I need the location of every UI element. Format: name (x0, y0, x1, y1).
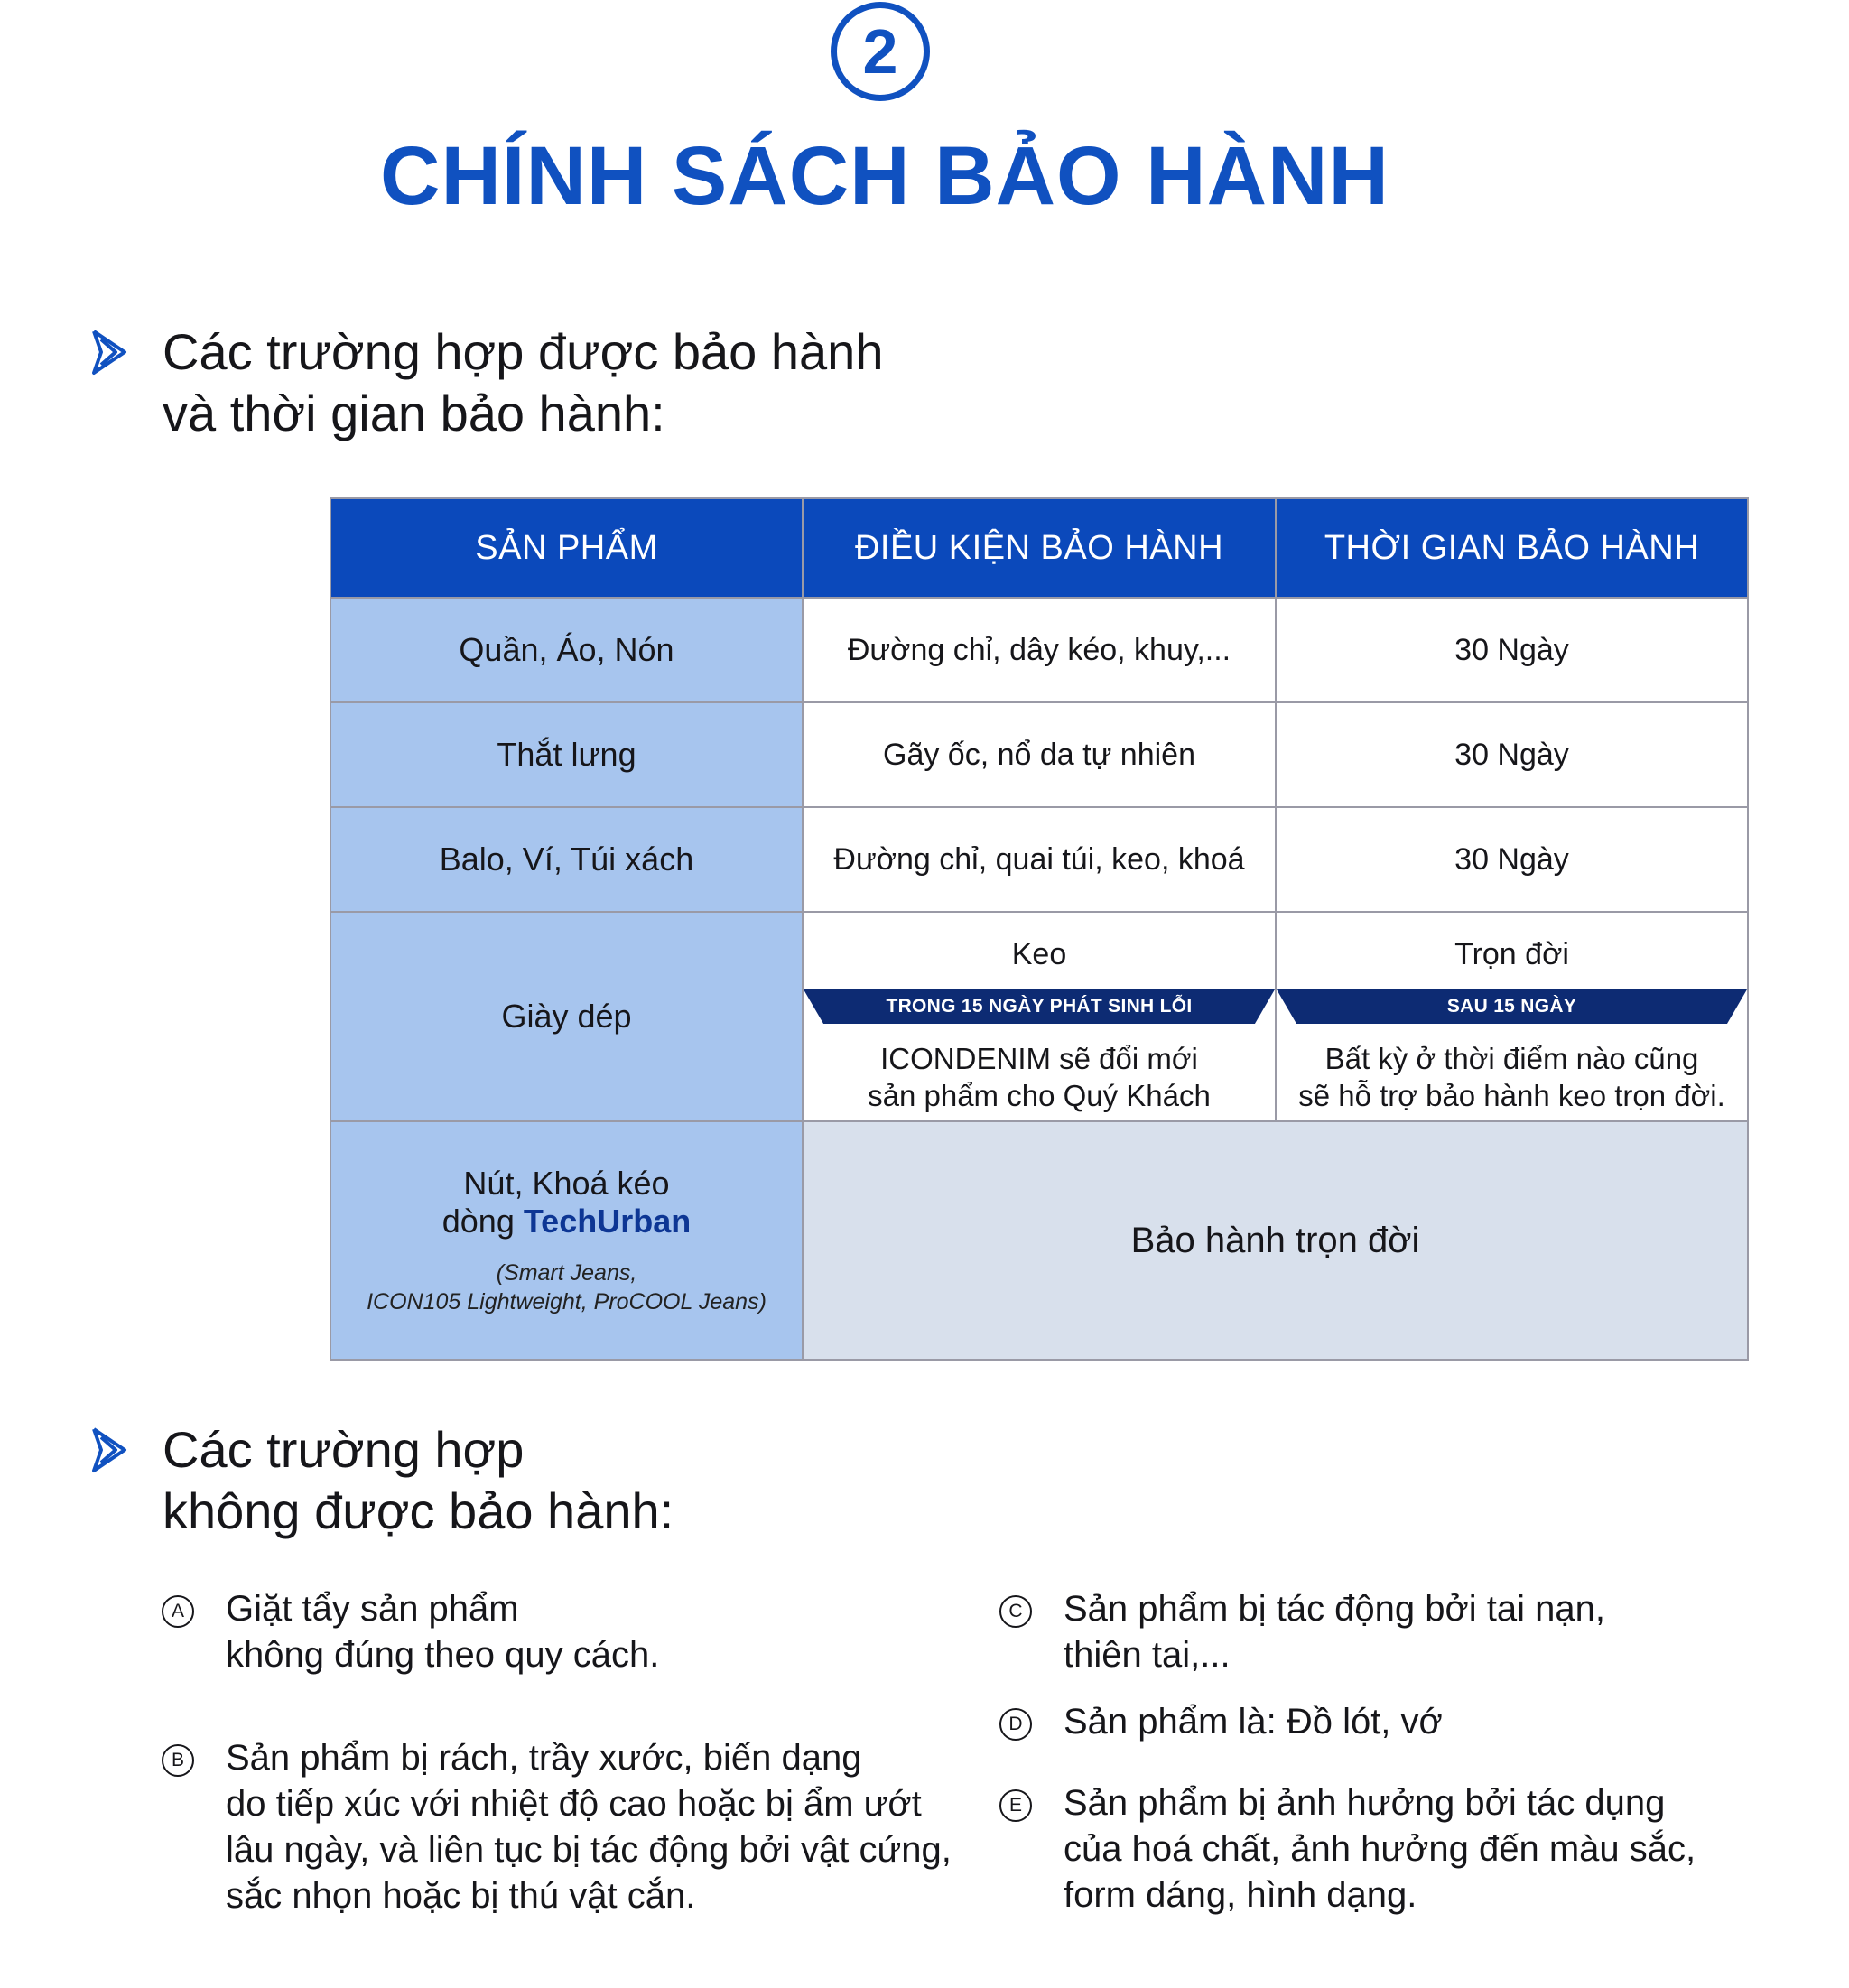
page-title: CHÍNH SÁCH BẢO HÀNH (380, 130, 1389, 222)
exclusion-line: Sản phẩm là: Đồ lót, vớ (1064, 1702, 1443, 1742)
duration-cell: 30 Ngày (1276, 598, 1748, 702)
exclusion-line: không đúng theo quy cách. (226, 1635, 660, 1675)
product-sub-line-2: ICON105 Lightweight, ProCOOL Jeans) (367, 1289, 767, 1314)
circled-letter-icon: E (999, 1789, 1032, 1822)
table-row (330, 598, 1748, 702)
warranty-table (330, 497, 1749, 1361)
product-cell: Quần, Áo, Nón (330, 598, 803, 702)
exclusion-item-e (999, 1780, 1696, 1918)
table-row (330, 702, 1748, 807)
product-cell-buttons (330, 1121, 803, 1360)
duration-cell: 30 Ngày (1276, 807, 1748, 912)
condition-cell: Đường chỉ, quai túi, keo, khoá (803, 807, 1276, 912)
circled-letter-icon: A (162, 1595, 194, 1628)
lifetime-warranty-cell: Bảo hành trọn đời (803, 1121, 1748, 1360)
condition-cell: Đường chỉ, dây kéo, khuy,... (803, 598, 1276, 702)
note-line: ICONDENIM sẽ đổi mới (880, 1042, 1198, 1075)
exclusion-line: form dáng, hình dạng. (1064, 1875, 1417, 1915)
exclusion-line: lâu ngày, và liên tục bị tác động bởi vật cứng, (226, 1830, 952, 1870)
column-header-product: SẢN PHẨM (330, 498, 803, 598)
exclusion-item-d (999, 1699, 1443, 1745)
section-excluded-line-2: không được bảo hành: (163, 1482, 674, 1539)
circled-letter-icon: D (999, 1708, 1032, 1741)
circled-letter-icon: C (999, 1595, 1032, 1628)
double-chevron-right-icon (90, 1426, 130, 1473)
note-line: sản phẩm cho Quý Khách (868, 1079, 1211, 1112)
section-covered-heading (90, 321, 883, 444)
exclusion-line: do tiếp xúc với nhiệt độ cao hoặc bị ẩm ướt (226, 1784, 922, 1824)
column-header-condition: ĐIỀU KIỆN BẢO HÀNH (803, 498, 1276, 598)
column-header-duration: THỜI GIAN BẢO HÀNH (1276, 498, 1748, 598)
product-line-2 (331, 1203, 802, 1240)
duration-cell: 30 Ngày (1276, 702, 1748, 807)
exclusion-line: Sản phẩm bị tác động bởi tai nạn, (1064, 1589, 1605, 1629)
double-chevron-right-icon (90, 329, 130, 376)
section-excluded-line-1: Các trường hợp (163, 1421, 525, 1478)
product-cell: Balo, Ví, Túi xách (330, 807, 803, 912)
exclusion-item-a (162, 1586, 659, 1678)
duration-note (1277, 1024, 1747, 1114)
product-cell: Giày dép (330, 912, 803, 1121)
duration-cell-shoes (1276, 912, 1748, 1121)
ribbon-label: SAU 15 NGÀY (1446, 996, 1577, 1017)
exclusion-line: Sản phẩm bị rách, trầy xước, biến dạng (226, 1738, 862, 1778)
exclusion-item-c (999, 1586, 1605, 1678)
exclusion-line: thiên tai,... (1064, 1635, 1231, 1675)
product-cell: Thắt lưng (330, 702, 803, 807)
table-row-buttons (330, 1121, 1748, 1360)
brand-name: TechUrban (523, 1203, 692, 1240)
product-line-2-prefix: dòng (441, 1203, 524, 1240)
table-row-shoes (330, 912, 1748, 1121)
product-sub-line-1: (Smart Jeans, (496, 1260, 637, 1286)
exclusion-line: của hoá chất, ảnh hưởng đến màu sắc, (1064, 1829, 1696, 1869)
condition-cell-shoes (803, 912, 1276, 1121)
note-line: sẽ hỗ trợ bảo hành keo trọn đời. (1298, 1079, 1725, 1112)
condition-note (804, 1024, 1275, 1114)
note-line: Bất kỳ ở thời điểm nào cũng (1324, 1042, 1699, 1075)
exclusion-line: sắc nhọn hoặc bị thú vật cắn. (226, 1876, 696, 1916)
section-excluded-heading (90, 1419, 674, 1542)
table-row (330, 807, 1748, 912)
ribbon-after-15-days (1277, 989, 1747, 1024)
exclusion-item-b (162, 1735, 952, 1919)
section-covered-line-1: Các trường hợp được bảo hành (163, 323, 884, 380)
product-line-1: Nút, Khoá kéo (463, 1165, 670, 1202)
condition-label: Keo (1011, 937, 1067, 971)
ribbon-label: TRONG 15 NGÀY PHÁT SINH LỖI (886, 996, 1193, 1017)
section-number-badge: 2 (831, 2, 930, 101)
circled-letter-icon: B (162, 1744, 194, 1777)
exclusion-line: Giặt tẩy sản phẩm (226, 1589, 519, 1629)
duration-label: Trọn đời (1454, 937, 1569, 971)
exclusion-line: Sản phẩm bị ảnh hưởng bởi tác dụng (1064, 1783, 1666, 1823)
section-covered-line-2: và thời gian bảo hành: (163, 385, 665, 441)
ribbon-within-15-days (804, 989, 1275, 1024)
condition-cell: Gãy ốc, nổ da tự nhiên (803, 702, 1276, 807)
